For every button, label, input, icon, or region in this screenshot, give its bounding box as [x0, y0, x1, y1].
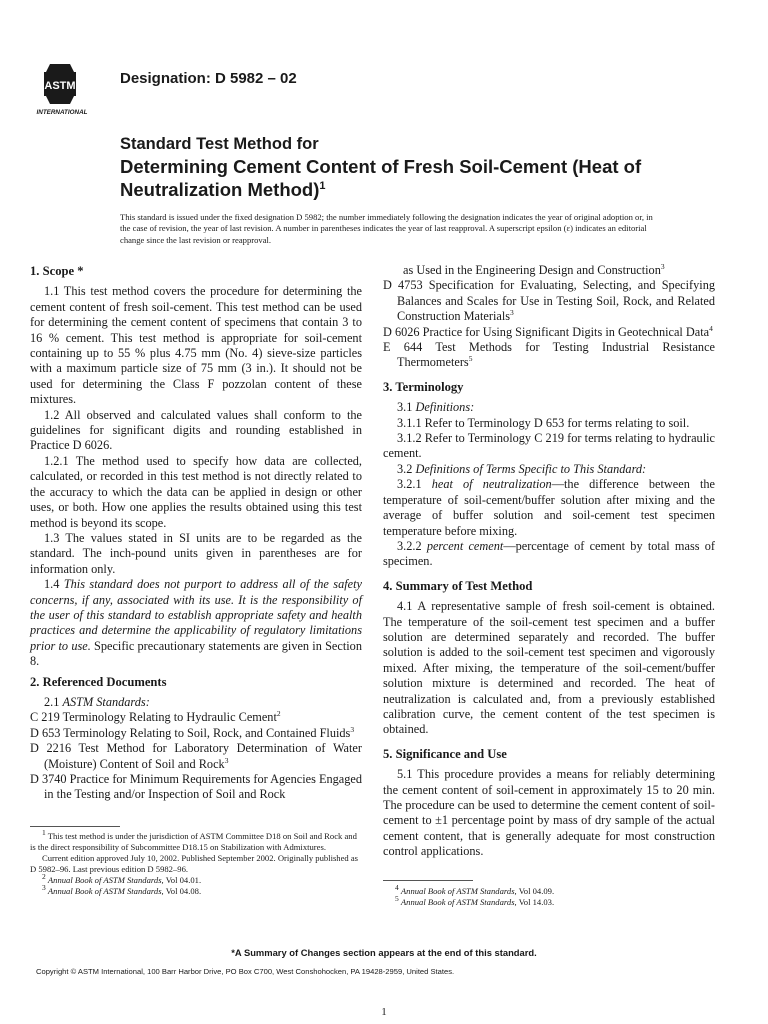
- title-line-3: [120, 178, 700, 201]
- footnote-1: [30, 828, 362, 853]
- ref-e644: [383, 340, 715, 371]
- para-3-1-1: 3.1.1 Refer to Terminology D 653 for terms relating to soil.: [397, 415, 690, 430]
- footnote-mark: 4: [395, 883, 399, 893]
- definition: —the difference between the temperature of soil-cement/buffer solution after mixing and the average of buffer solution and soil-cement test specimen temperature before mixing.: [383, 477, 715, 538]
- footnote-mark: 3: [42, 883, 46, 893]
- footnote-5: [383, 894, 715, 908]
- astm-logo: [36, 62, 110, 116]
- footnote-text: , Vol 04.01.: [161, 875, 202, 885]
- defined-term: percent cement: [426, 538, 504, 553]
- ref-text: D 6026 Practice for Using Significant Digits in Geotechnical Data: [383, 324, 710, 339]
- ref-sup: 4: [709, 323, 713, 333]
- ref-sup: 3: [510, 308, 514, 318]
- footnote-text: , Vol 04.08.: [161, 886, 202, 896]
- title-line-2: Determining Cement Content of Fresh Soil-Cement (Heat of: [120, 156, 642, 177]
- footnote-text: This test method is under the jurisdiction of ASTM Committee D18 on Soil and Rock and is the direct responsibility of Subcommittee D18.15 on Stabilization with Admixtures.: [30, 831, 357, 852]
- ref-d3740: D 3740 Practice for Minimum Requirements for Agencies Engaged in the Testing and/or Inspection of Soil and Rock: [30, 772, 362, 802]
- footnotes-left: [30, 828, 362, 897]
- designation: Designation: D 5982 – 02: [120, 70, 297, 87]
- para-1-2-1: 1.2.1 The method used to specify how data are collected, calculated, or recorded in this test method is not directly related to the accuracy to which the data can be applied in design or other uses, or both. How one applies the results obtained using this test method is beyond its scope.: [30, 453, 362, 530]
- para-2-1: [30, 695, 362, 710]
- para-num: 1.4: [44, 577, 60, 592]
- ref-text: E 644 Test Methods for Testing Industrial Resistance Thermometers: [383, 340, 715, 370]
- ref-d653: [30, 726, 362, 741]
- footnote-mark: 1: [42, 828, 46, 838]
- para-3-2: [383, 462, 715, 477]
- para-1-4: [30, 577, 362, 669]
- ref-sup: 5: [468, 354, 473, 364]
- title-block: [120, 134, 700, 201]
- footnote-text: , Vol 04.09.: [514, 886, 555, 896]
- footnote-text: , Vol 14.03.: [514, 897, 555, 907]
- para-3-2-1: [383, 477, 715, 539]
- left-column: [30, 262, 362, 803]
- para-1-1: 1.1 This test method covers the procedure for determining the cement content of fresh soil-cement. This test method can be used for determining the cement content of specimens that contain 3 to 16 % cement. This test method is appropriate for soil-cement containing up to 55 % plus 4.75 mm (No. 4) sieve-size particles with a maximum particle size of 75 mm (3 in.). It should not be used for determining the Class F pozzolan content of these mixtures.: [30, 284, 362, 407]
- ref-text: D 4753 Specification for Evaluating, Selecting, and Specifying Balances and Scales for Use in Testing Soil, Rock, and Related Construction Materials: [383, 278, 715, 324]
- footnote-source: Annual Book of ASTM Standards: [400, 897, 515, 907]
- footnote-1-b: Current edition approved July 10, 2002. Published September 2002. Originally published as D 5982–96. Last previous edition D 5982–96.: [30, 853, 359, 874]
- ref-sup: 3: [224, 755, 229, 765]
- right-column: [383, 263, 715, 860]
- footnote-mark: 2: [42, 872, 46, 882]
- page-number: 1: [381, 1006, 387, 1018]
- para-num: 3.2: [397, 461, 413, 476]
- title-text: Neutralization Method): [120, 179, 320, 200]
- ref-d2216: [30, 741, 362, 772]
- para-3-1: [383, 400, 715, 415]
- title-footnote-mark: 1: [319, 179, 326, 192]
- footnote-source: Annual Book of ASTM Standards: [400, 886, 515, 896]
- footnotes-right: [383, 883, 715, 908]
- footnote-rule-right: [383, 880, 473, 881]
- para-text: Specific precautionary statements are given in Section 8.: [30, 638, 362, 669]
- ref-sup: 2: [276, 709, 281, 719]
- defined-term: heat of neutralization: [431, 477, 552, 492]
- para-1-3: 1.3 The values stated in SI units are to be regarded as the standard. The inch-pound units given in parentheses are for information only.: [30, 530, 362, 576]
- summary-note: *A Summary of Changes section appears at the end of this standard.: [231, 947, 537, 958]
- ref-d3740-continued: [383, 263, 715, 278]
- ref-text: D 653 Terminology Relating to Soil, Rock, and Contained Fluids: [30, 725, 351, 740]
- ref-sup: 3: [660, 261, 665, 271]
- para-3-2-2: [383, 539, 715, 570]
- para-num: 3.2.2: [397, 538, 422, 553]
- footnote-4: [383, 883, 715, 897]
- para-num: 2.1: [44, 694, 60, 709]
- copyright: Copyright © ASTM International, 100 Barr Harbor Drive, PO Box C700, West Conshohocken, PA 19428-2959, United States.: [36, 967, 455, 976]
- section-heading-terminology: 3. Terminology: [383, 379, 464, 394]
- section-heading-summary: 4. Summary of Test Method: [383, 578, 533, 593]
- section-heading-scope: 1. Scope *: [30, 264, 84, 278]
- ref-c219: [30, 710, 362, 725]
- para-1-2: 1.2 All observed and calculated values shall conform to the guidelines for significant digits and rounding established in Practice D 6026.: [30, 407, 362, 453]
- footnote-2: [30, 872, 362, 886]
- section-heading-referenced: 2. Referenced Documents: [30, 674, 167, 689]
- logo-text: ASTM: [44, 80, 76, 92]
- ref-text: as Used in the Engineering Design and Construction: [403, 263, 661, 277]
- logo-subtext: INTERNATIONAL: [36, 109, 88, 116]
- definition: —percentage of cement by total mass of specimen.: [383, 538, 715, 569]
- para-label: ASTM Standards:: [62, 694, 150, 709]
- para-num: 3.2.1: [397, 477, 422, 492]
- ref-sup: 3: [350, 724, 355, 734]
- footnote-source: Annual Book of ASTM Standards: [47, 886, 162, 896]
- footnote-rule-left: [30, 826, 120, 827]
- title-line-1: Standard Test Method for: [120, 135, 319, 153]
- ref-d6026: [383, 325, 715, 340]
- footnote-source: Annual Book of ASTM Standards: [47, 875, 162, 885]
- ref-d4753: [383, 278, 715, 324]
- ref-text: C 219 Terminology Relating to Hydraulic Cement: [30, 710, 277, 725]
- astm-logo-mark: [44, 64, 76, 104]
- safety-statement: This standard does not purport to address all of the safety concerns, if any, associated with its use. It is the responsibility of the user of this standard to establish appropriate safety and health practices and determine the applicability of regulatory limitations prior to use.: [30, 577, 362, 653]
- footnote-mark: 5: [395, 894, 399, 904]
- ref-text: D 2216 Test Method for Laboratory Determination of Water (Moisture) Content of Soil and Rock: [30, 741, 362, 771]
- para-4-1: 4.1 A representative sample of fresh soil-cement is obtained. The temperature of the soil-cement test specimen and a buffer solution are determined separately and recorded. The buffer solution is added to the soil-cement test specimen and vigorously mixed. After mixing, the temperature of the soil-cement/buffer solution mixture is determined and recorded. The heat of neutralization is calculated and, from a previously established calibration curve, the cement content of the test specimen is obtained.: [383, 599, 715, 737]
- issue-note: This standard is issued under the fixed designation D 5982; the number immediately following the designation indicates the year of original adoption or, in the case of revision, the year of last revision. A number in parentheses indicates the year of last reapproval. A superscript epsilon (ε) indicates an editorial change since the last revision or reapproval.: [120, 212, 653, 245]
- section-heading-significance: 5. Significance and Use: [383, 746, 507, 761]
- footnote-3: [30, 883, 362, 897]
- para-label: Definitions of Terms Specific to This Standard:: [415, 461, 647, 476]
- para-label: Definitions:: [415, 400, 475, 415]
- para-5-1: 5.1 This procedure provides a means for reliably determining the cement content of soil-cement in approximately 15 to 20 min. The procedure can be used to determine the cement content of soil-cement to ±1 percentage point by mass of dry sample of the actual cement content, that is generally adequate for most construction control applications.: [383, 767, 715, 859]
- para-3-1-2: 3.1.2 Refer to Terminology C 219 for terms relating to hydraulic cement.: [383, 431, 715, 461]
- para-num: 3.1: [397, 400, 413, 415]
